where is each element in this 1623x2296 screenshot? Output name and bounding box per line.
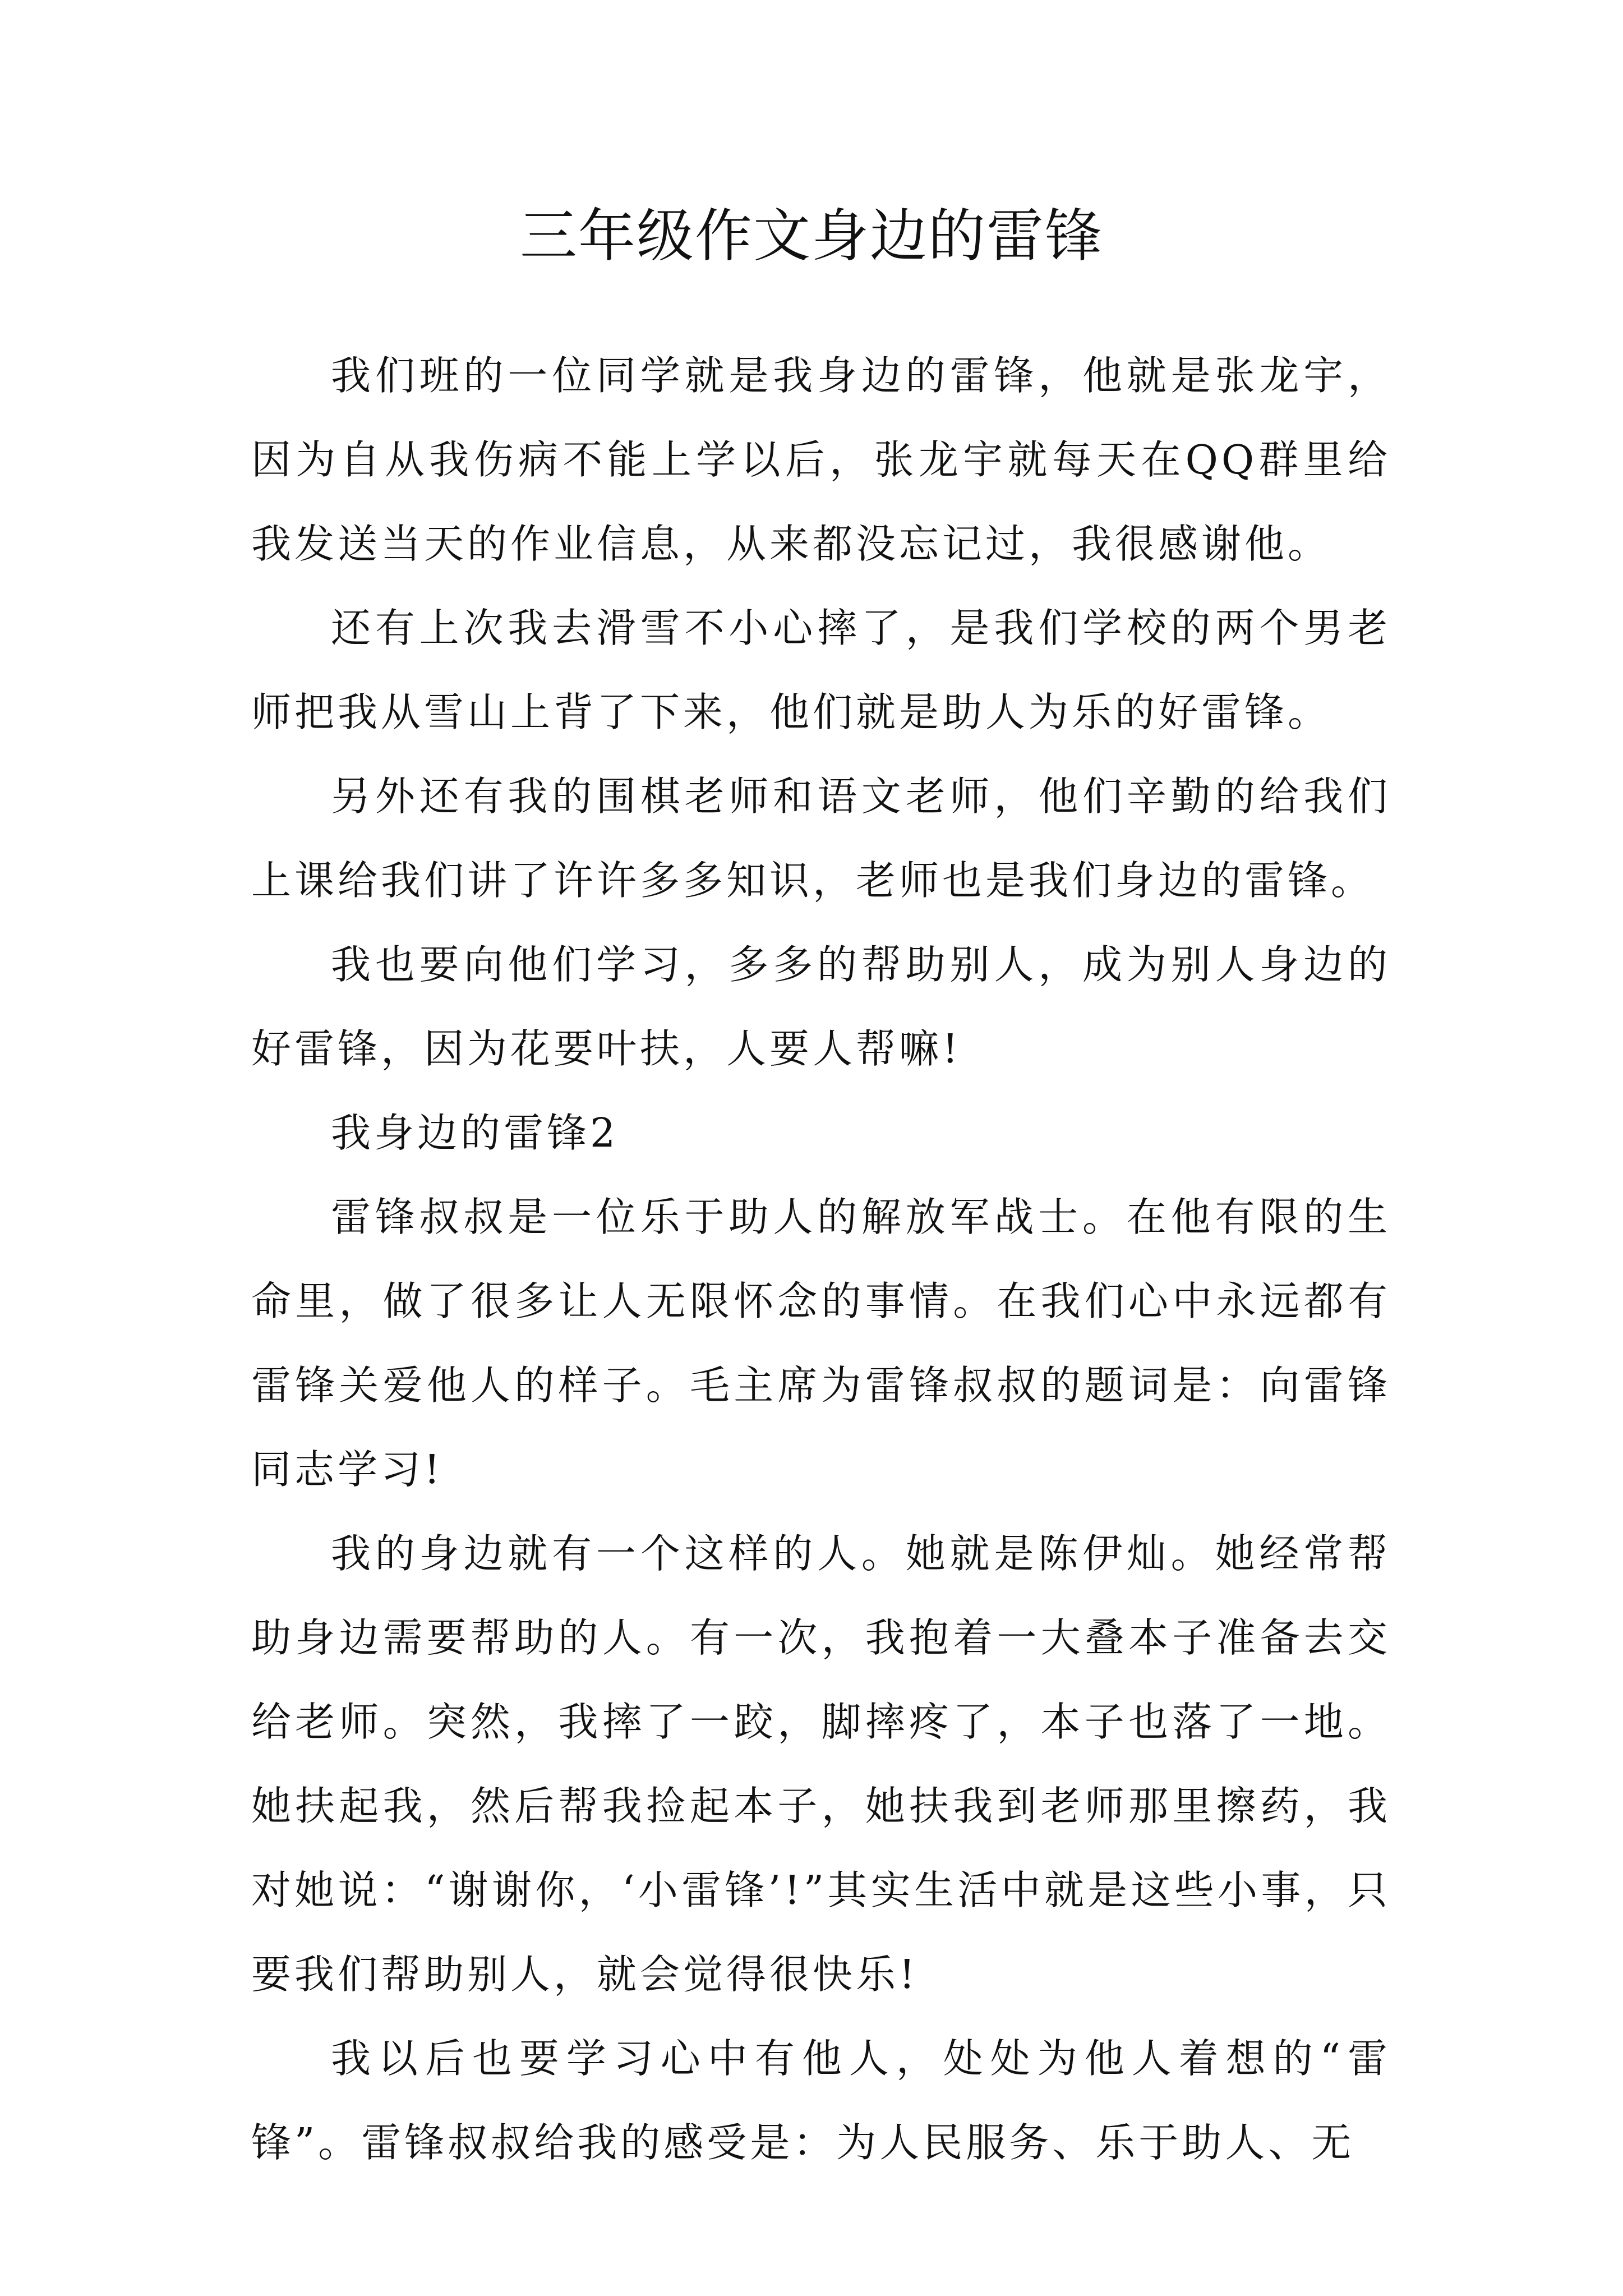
paragraph-1: 我们班的一位同学就是我身边的雷锋，他就是张龙宇，因为自从我伤病不能上学以后，张龙宇就每天在QQ群里给我发送当天的作业信息，从来都没忘记过，我很感谢他。 xyxy=(251,352,1391,567)
paragraph-3: 另外还有我的围棋老师和语文老师，他们辛勤的给我们上课给我们讲了许许多多知识，老师也是我们身边的雷锋。 xyxy=(251,773,1391,904)
paragraph-7: 我以后也要学习心中有他人，处处为他人着想的“雷锋”。雷锋叔叔给我的感受是：为人民服务、乐于助人、无 xyxy=(251,2035,1391,2166)
section-heading: 我身边的雷锋2 xyxy=(331,1110,619,1156)
paragraph-5: 雷锋叔叔是一位乐于助人的解放军战士。在他有限的生命里，做了很多让人无限怀念的事情。在我们心中永远都有雷锋关爱他人的样子。毛主席为雷锋叔叔的题词是：向雷锋同志学习! xyxy=(251,1194,1391,1493)
document-title: 三年级作文身边的雷锋 xyxy=(520,203,1103,270)
paragraph-6: 我的身边就有一个这样的人。她就是陈伊灿。她经常帮助身边需要帮助的人。有一次，我抱着一大叠本子准备去交给老师。突然，我摔了一跤，脚摔疼了，本子也落了一地。她扶起我，然后帮我捡起本子，她扶我到老师那里擦药，我对她说：“谢谢你，‘小雷锋’!”其实生活中就是这些小事，只要我们帮助别人，就会觉得很快乐! xyxy=(251,1530,1391,1998)
paragraph-4: 我也要向他们学习，多多的帮助别人，成为别人身边的好雷锋，因为花要叶扶，人要人帮嘛! xyxy=(251,941,1391,1072)
document-body xyxy=(251,334,1391,2185)
paragraph-2: 还有上次我去滑雪不小心摔了，是我们学校的两个男老师把我从雪山上背了下来，他们就是助人为乐的好雷锋。 xyxy=(251,605,1391,735)
